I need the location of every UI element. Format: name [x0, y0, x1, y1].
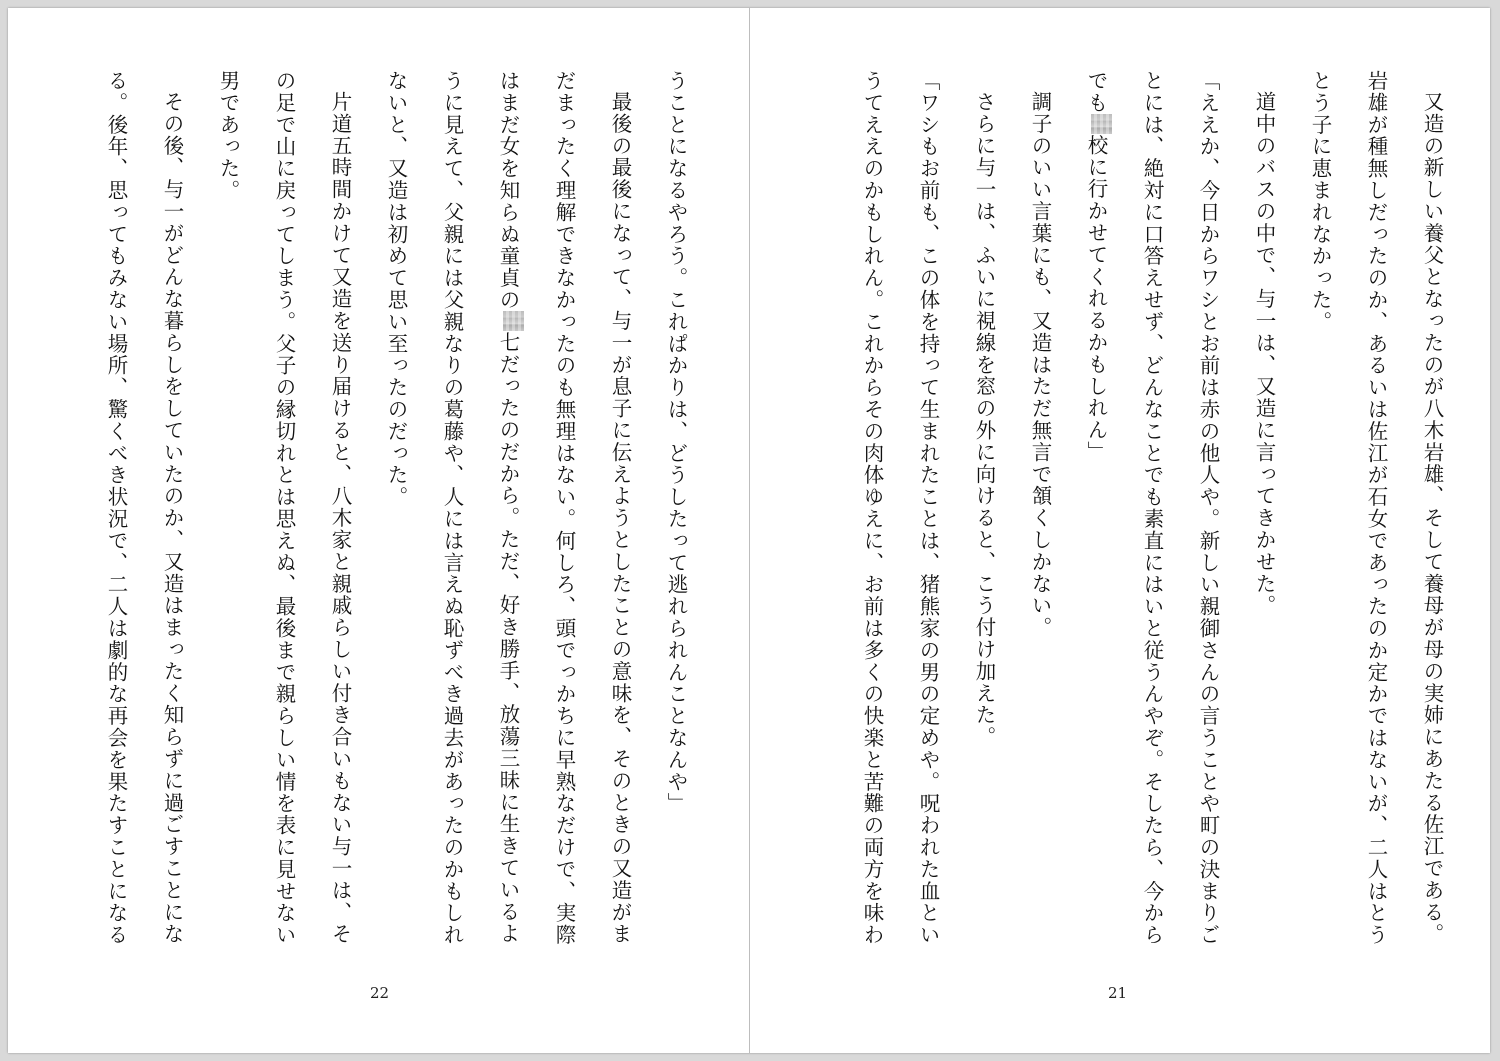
text-line: 男であった。 [216, 70, 240, 202]
book-spread [8, 8, 1490, 1053]
text-line: とう子に恵まれなかった。 [1308, 70, 1332, 333]
text-line: うことになるやろう。これぱかりは、どうしたって逃れられんことなんや」 [664, 70, 688, 815]
text-segment: はまだ女を知らぬ童貞の [496, 70, 520, 311]
text-line: の足で山に戻ってしまう。父子の縁切れとは思えぬ、最後まで親らしい情を表に見せない [272, 70, 296, 946]
text-line [1068, 70, 1124, 992]
text-segment: 校に行かせてくれるかもしれん」 [1084, 134, 1108, 463]
text-line: 「ええか、今日からワシとお前は赤の他人や。新しい親御さんの言うことや町の決まりご [1196, 70, 1220, 946]
text-line: 道中のバスの中で、与一は、又造に言ってきかせた。 [1252, 90, 1276, 617]
text-line: うに見えて、父親には父親なりの葛藤や、人には言えぬ恥ずべき過去があったのかもしれ [440, 70, 464, 946]
text-segment: 七だったのだから。ただ、好き勝手、放蕩三昧に生きているよ [496, 331, 520, 945]
text-line: うてええのかもしれん。これからその肉体ゆえに、お前は多くの快楽と苦難の両方を味わ [860, 70, 884, 946]
text-line: る。後年、思ってもみない場所、驚くべき状況で、二人は劇的な再会を果たすことになる [104, 70, 128, 946]
text-line: 最後の最後になって、与一が息子に伝えようとしたことの意味を、そのときの又造がま [608, 90, 632, 945]
body-text [64, 70, 704, 992]
censored-mosaic [503, 311, 524, 332]
text-line: さらに与一は、ふいに視線を窓の外に向けると、こう付け加えた。 [972, 90, 996, 748]
text-line: だまったく理解できなかったのも無理はない。何しろ、頭でっかちに早熟なだけで、実際 [552, 70, 576, 946]
text-line: 調子のいい言葉にも、又造はただ無言で頷くしかない。 [1028, 90, 1052, 638]
text-line: ないと、又造は初めて思い至ったのだった。 [384, 70, 408, 508]
page-number: 22 [370, 984, 390, 1002]
text-line: 「ワシもお前も、この体を持って生まれたことは、猪熊家の男の定めや。呪われた血とい [916, 70, 940, 946]
text-line: とには、絶対に口答えせず、どんなことでも素直にはいと従うんやぞ。そしたら、今から [1140, 70, 1164, 946]
text-line [480, 70, 536, 992]
page-right [750, 8, 1490, 1053]
text-segment: でも [1084, 70, 1108, 114]
text-line: 岩雄が種無しだったのか、あるいは佐江が石女であったのか定かではないが、二人はとう [1364, 70, 1388, 946]
censored-mosaic [1091, 114, 1112, 135]
body-text [800, 70, 1460, 992]
page-left [8, 8, 749, 1053]
text-line: 片道五時間かけて又造を送り届けると、八木家と親戚らしい付き合いもない与一は、そ [328, 90, 352, 945]
page-number: 21 [1108, 984, 1128, 1002]
text-line: その後、与一がどんな暮らしをしていたのか、又造はまったく知らずに過ごすことにな [160, 90, 184, 945]
text-line: 又造の新しい養父となったのが八木岩雄、そして養母が母の実姉にあたる佐江である。 [1420, 90, 1444, 945]
